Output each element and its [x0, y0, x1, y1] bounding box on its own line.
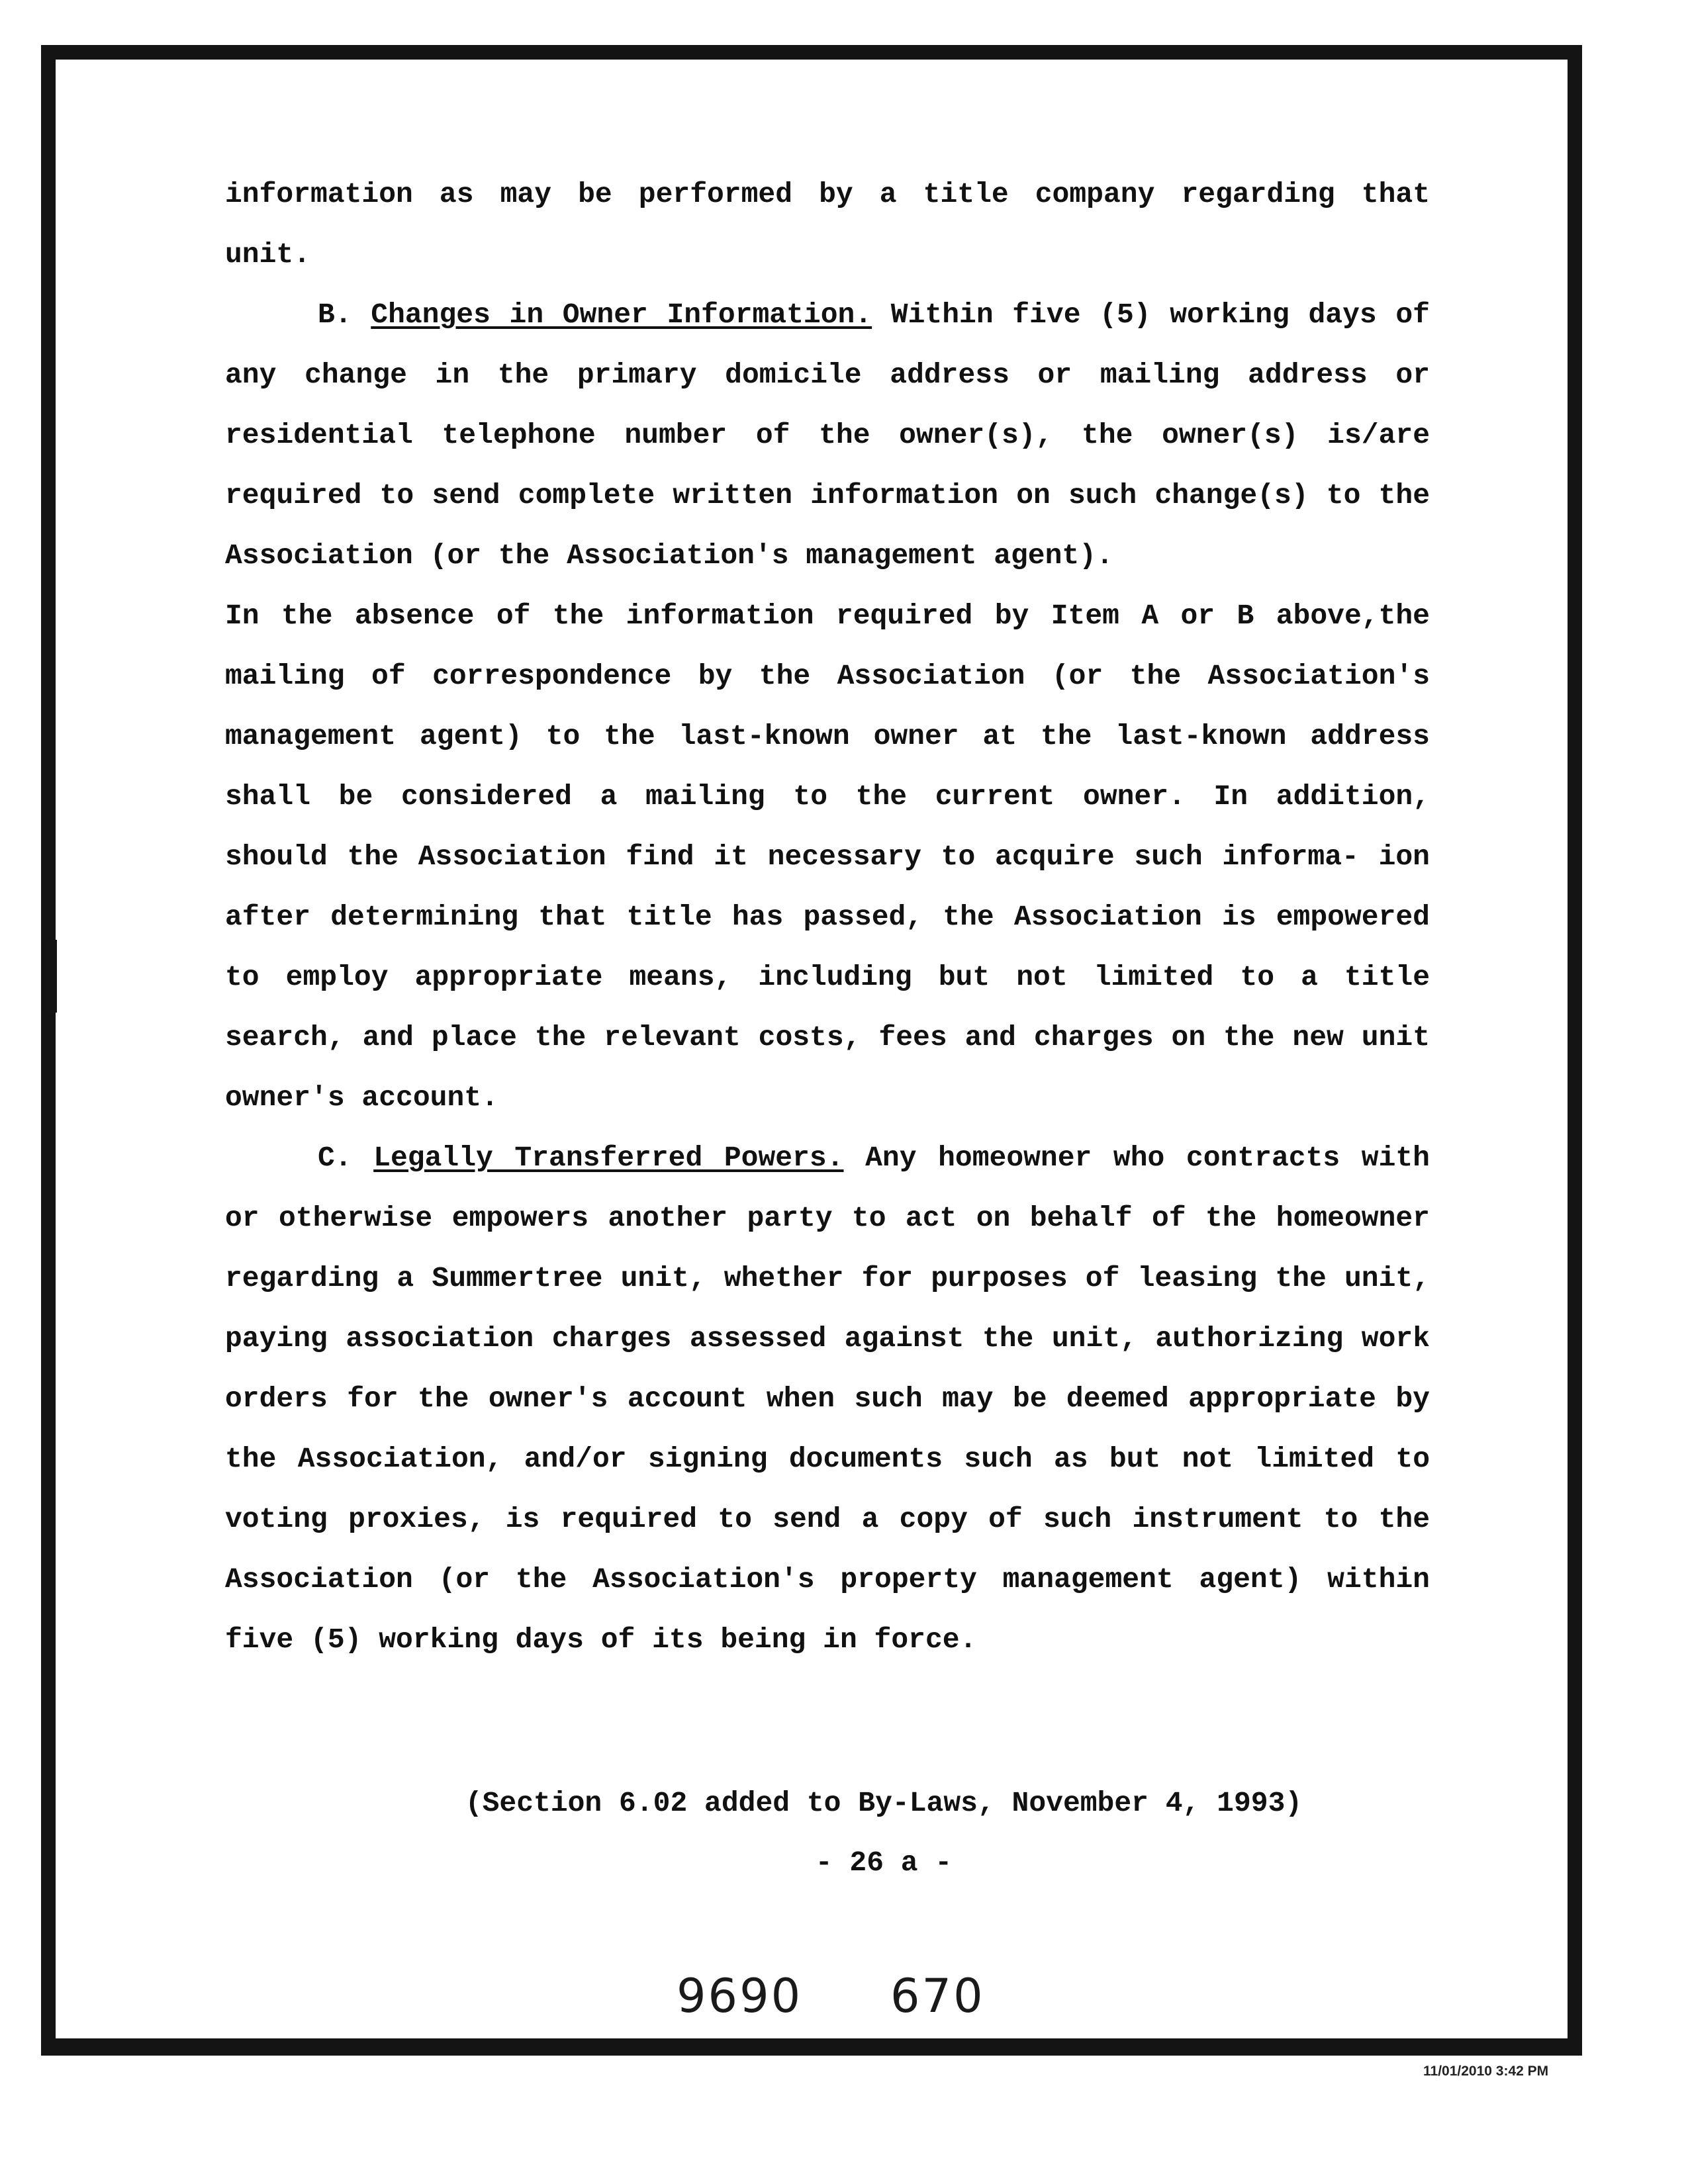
section-b-paragraph — [225, 285, 1430, 586]
document-body — [225, 164, 1430, 1670]
section-c-heading: Legally Transferred Powers. — [373, 1142, 844, 1174]
document-number-left: 9690 — [677, 1969, 803, 2023]
absence-text: In the absence of the information required by Item A or B above,the mailing of correspondence by the Association (or the Association's management agent) to the last-known owner at the last-known address shall be considered a mailing to the current owner. In addition, should the Association find it necessary to acquire such informa- ion after determining that title has passed, the Association is empowered to employ appropriate means, including but not limited to a title search, and place the relevant costs, fees and charges on the new unit owner's account. — [225, 600, 1430, 1114]
section-b-heading: Changes in Owner Information. — [371, 298, 872, 331]
scan-edge-mark — [46, 940, 57, 1013]
section-c-paragraph — [225, 1128, 1430, 1670]
intro-text: information as may be performed by a title company regarding that unit. — [225, 178, 1430, 271]
absence-paragraph — [225, 586, 1430, 1128]
section-c-text: Any homeowner who contracts with or otherwise empowers another party to act on behalf of the homeowner regarding a Summertree unit, whether for purposes of leasing the unit, paying association charges assessed against the unit, authorizing work orders for the owner's account when such may be deemed appropriate by the Association, and/or signing documents such as but not limited to voting proxies, is required to send a copy of such instrument to the Association (or the Association's property management agent) within five (5) working days of its being in force. — [225, 1142, 1430, 1656]
section-b-label: B. — [318, 298, 352, 331]
intro-paragraph — [225, 164, 1430, 285]
section-note: (Section 6.02 added to By-Laws, November 4, 1993) — [465, 1787, 1303, 1819]
section-c-label: C. — [318, 1142, 352, 1174]
print-timestamp: 11/01/2010 3:42 PM — [1423, 2064, 1549, 2079]
section-b-text: Within five (5) working days of any change in the primary domicile address or mailing address or residential telephone number of the owner(s), the owner(s) is/are required to send complete written information on such change(s) to the Association (or the Association's management agent). — [225, 298, 1430, 572]
document-number-right: 670 — [890, 1969, 985, 2023]
page-number: - 26 a - — [815, 1846, 953, 1879]
